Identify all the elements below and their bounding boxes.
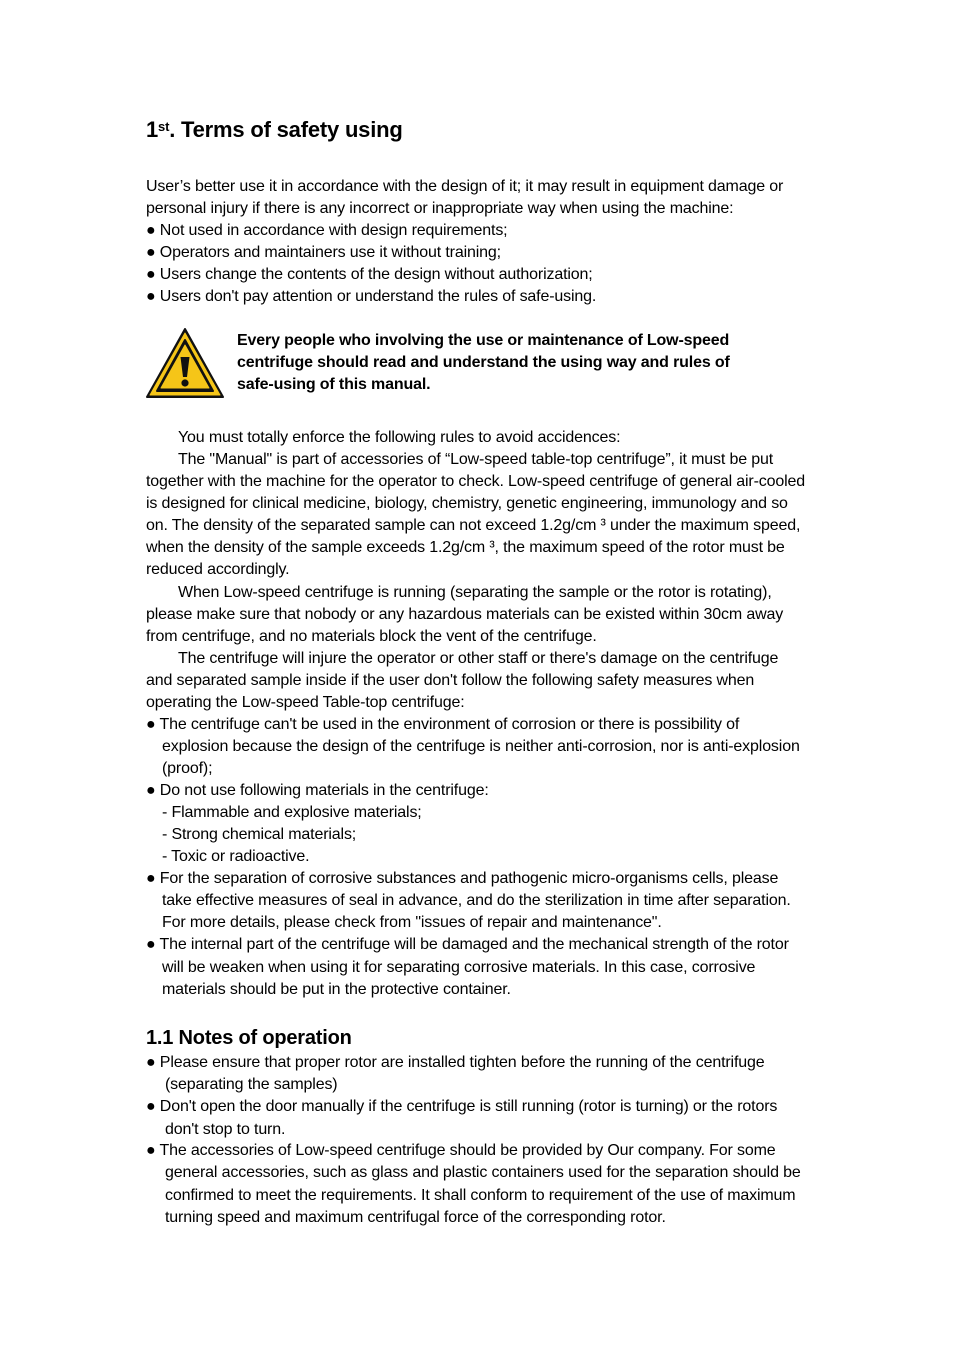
list-item: ● Users change the contents of the design without authorization;: [146, 266, 593, 283]
list-item: ● Please ensure that proper rotor are installed tighten before the running of the centrifuge: [146, 1054, 765, 1071]
body-line: The centrifuge will injure the operator or other staff or there's damage on the centrifuge: [178, 650, 779, 667]
body-line: The "Manual" is part of accessories of “Low-speed table-top centrifuge”, it must be put: [178, 451, 774, 468]
sub-list-item: - Toxic or radioactive.: [162, 848, 310, 865]
subsection-title: 1.1 Notes of operation: [146, 1027, 352, 1049]
list-item: ● Don't open the door manually if the centrifuge is still running (rotor is turning) or the rotors: [146, 1098, 778, 1115]
section-title-superscript: st: [158, 119, 170, 134]
body-line: and separated sample inside if the user don't follow the following safety measures when: [146, 672, 755, 689]
list-item: ● Do not use following materials in the centrifuge:: [146, 782, 489, 799]
list-item: ● The internal part of the centrifuge will be damaged and the mechanical strength of the rotor: [146, 936, 789, 953]
list-item: ● The centrifuge can't be used in the environment of corrosion or there is possibility of: [146, 716, 740, 733]
warning-text-line: centrifuge should read and understand the using way and rules of: [237, 354, 730, 371]
intro-line: User’s better use it in accordance with the design of it; it may result in equipment damage or: [146, 178, 784, 195]
body-line: When Low-speed centrifuge is running (separating the sample or the rotor is rotating),: [178, 584, 772, 601]
list-item-continuation: take effective measures of seal in advance, and do the sterilization in time after separation.: [162, 892, 791, 909]
body-line: reduced accordingly.: [146, 561, 290, 578]
section-title-text: . Terms of safety using: [169, 117, 403, 142]
list-item-continuation: (proof);: [162, 760, 213, 777]
section-title: [146, 117, 403, 143]
list-item-continuation: confirmed to meet the requirements. It shall conform to requirement of the use of maximum: [165, 1187, 796, 1204]
list-item-continuation: For more details, please check from "issues of repair and maintenance".: [162, 914, 662, 931]
body-line: please make sure that nobody or any hazardous materials can be existed within 30cm away: [146, 606, 784, 623]
body-line: is designed for clinical medicine, biology, chemistry, genetic engineering, immunology and so: [146, 495, 788, 512]
body-line: operating the Low-speed Table-top centrifuge:: [146, 694, 465, 711]
list-item-continuation: turning speed and maximum centrifugal force of the corresponding rotor.: [165, 1209, 666, 1226]
warning-text-line: Every people who involving the use or maintenance of Low-speed: [237, 332, 730, 349]
list-item-continuation: general accessories, such as glass and plastic containers used for the separation should be: [165, 1164, 801, 1181]
list-item-continuation: explosion because the design of the centrifuge is neither anti-corrosion, nor is anti-explosion: [162, 738, 800, 755]
intro-line: personal injury if there is any incorrect or inappropriate way when using the machine:: [146, 200, 734, 217]
section-title-number: 1: [146, 117, 159, 142]
list-item: ● The accessories of Low-speed centrifuge should be provided by Our company. For some: [146, 1142, 776, 1159]
list-item: ● Not used in accordance with design requirements;: [146, 222, 508, 239]
list-item: ● Operators and maintainers use it without training;: [146, 244, 501, 261]
body-line: You must totally enforce the following rules to avoid accidences:: [178, 429, 621, 446]
list-item: ● For the separation of corrosive substances and pathogenic micro-organisms cells, please: [146, 870, 779, 887]
body-line: together with the machine for the operator to check. Low-speed centrifuge of general air-cooled: [146, 473, 806, 490]
sub-list-item: - Strong chemical materials;: [162, 826, 357, 843]
sub-list-item: - Flammable and explosive materials;: [162, 804, 422, 821]
list-item-continuation: (separating the samples): [165, 1076, 338, 1093]
list-item: ● Users don't pay attention or understand the rules of safe-using.: [146, 288, 597, 305]
list-item-continuation: materials should be put in the protective container.: [162, 981, 511, 998]
body-line: on. The density of the separated sample can not exceed 1.2g/cm ³ under the maximum speed,: [146, 517, 801, 534]
warning-text-line: safe-using of this manual.: [237, 376, 431, 393]
body-line: from centrifuge, and no materials block the vent of the centrifuge.: [146, 628, 597, 645]
list-item-continuation: don't stop to turn.: [165, 1121, 286, 1138]
list-item-continuation: will be weaken when using it for separating corrosive materials. In this case, corrosive: [162, 959, 756, 976]
body-line: when the density of the sample exceeds 1.2g/cm ³, the maximum speed of the rotor must be: [146, 539, 785, 556]
warning-triangle-icon: [145, 327, 225, 399]
